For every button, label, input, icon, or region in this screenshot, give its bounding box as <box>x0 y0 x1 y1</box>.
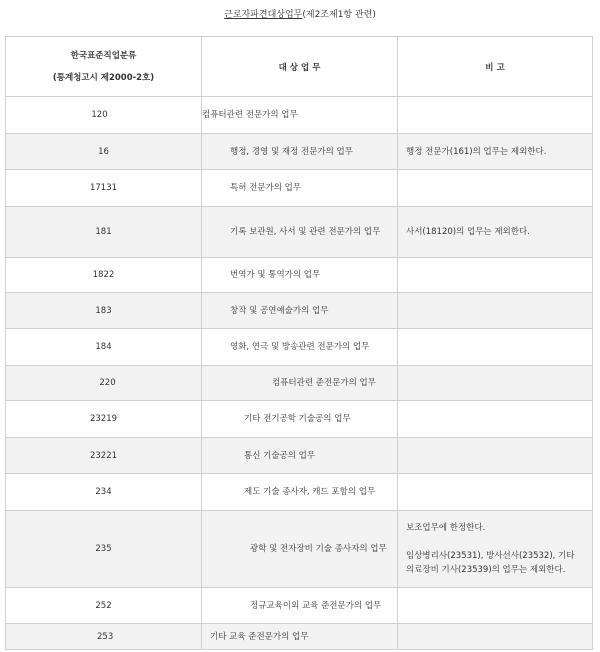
table-row <box>6 134 593 170</box>
code-cell: 23219 <box>6 401 202 438</box>
task-cell: 제도 기술 종사자, 캐드 포함의 업무 <box>202 474 398 511</box>
dispatch-task-table <box>5 36 593 650</box>
table-row <box>6 170 593 207</box>
code-cell: 23221 <box>6 438 202 474</box>
code-cell: 17131 <box>6 170 202 207</box>
task-cell: 통신 기술공의 업무 <box>202 438 398 474</box>
table-row <box>6 293 593 329</box>
header-code-line1: 한국표준직업분류 <box>70 50 137 61</box>
code-cell: 235 <box>6 511 202 588</box>
note-cell <box>398 624 593 650</box>
note-cell <box>398 511 593 588</box>
note-cell <box>398 438 593 474</box>
note-line-1: 보조업무에 한정한다. <box>406 523 486 533</box>
table-row <box>6 588 593 624</box>
note-cell: 사서(18120)의 업무는 제외한다. <box>398 207 593 258</box>
table-row <box>6 258 593 293</box>
note-cell <box>398 329 593 366</box>
task-cell: 영화, 연극 및 방송관련 전문가의 업무 <box>202 329 398 366</box>
task-cell: 기록 보관원, 사서 및 관련 전문가의 업무 <box>202 207 398 258</box>
table-row <box>6 97 593 134</box>
table-row <box>6 207 593 258</box>
code-cell: 184 <box>6 329 202 366</box>
page-title <box>0 7 600 20</box>
note-cell <box>398 588 593 624</box>
note-cell <box>398 474 593 511</box>
table-row <box>6 329 593 366</box>
task-cell: 컴퓨터관련 준전문가의 업무 <box>202 366 398 401</box>
task-cell: 컴퓨터관련 전문가의 업무 <box>202 97 398 134</box>
task-cell: 번역가 및 통역가의 업무 <box>202 258 398 293</box>
code-cell: 183 <box>6 293 202 329</box>
code-cell: 234 <box>6 474 202 511</box>
header-note: 비 고 <box>398 37 593 97</box>
code-cell: 16 <box>6 134 202 170</box>
task-cell: 특허 전문가의 업무 <box>202 170 398 207</box>
note-cell <box>398 170 593 207</box>
note-cell <box>398 97 593 134</box>
table-header-row <box>6 37 593 97</box>
title-suffix: (제2조제1항 관련) <box>302 10 376 20</box>
code-cell: 120 <box>6 97 202 134</box>
task-cell: 창작 및 공연예술가의 업무 <box>202 293 398 329</box>
task-cell: 정규교육이외 교육 준전문가의 업무 <box>202 588 398 624</box>
note-line-2: 임상병리사(23531), 방사선사(23532), 기타 의료장비 기사(23539)의 업무는 제외한다. <box>406 551 575 575</box>
task-cell: 기타 교육 준전문가의 업무 <box>202 624 398 650</box>
header-code-line2: (통계청고시 제2000-2호) <box>52 72 155 83</box>
table-row <box>6 624 593 650</box>
note-cell <box>398 258 593 293</box>
note-cell: 행정 전문가(161)의 업무는 제외한다. <box>398 134 593 170</box>
code-cell: 253 <box>6 624 202 650</box>
table-row <box>6 366 593 401</box>
table-row <box>6 401 593 438</box>
note-cell <box>398 366 593 401</box>
code-cell: 1822 <box>6 258 202 293</box>
code-cell: 181 <box>6 207 202 258</box>
note-cell <box>398 293 593 329</box>
header-task: 대 상 업 무 <box>202 37 398 97</box>
note-cell <box>398 401 593 438</box>
task-cell: 기타 전기공학 기술공의 업무 <box>202 401 398 438</box>
task-cell: 행정, 경영 및 재정 전문가의 업무 <box>202 134 398 170</box>
task-cell: 광학 및 전자장비 기술 종사자의 업무 <box>202 511 398 588</box>
table-row <box>6 474 593 511</box>
table-row <box>6 511 593 588</box>
code-cell: 220 <box>6 366 202 401</box>
title-link[interactable]: 근로자파견대상업무 <box>224 10 303 20</box>
code-cell: 252 <box>6 588 202 624</box>
header-code <box>6 37 202 97</box>
table-row <box>6 438 593 474</box>
